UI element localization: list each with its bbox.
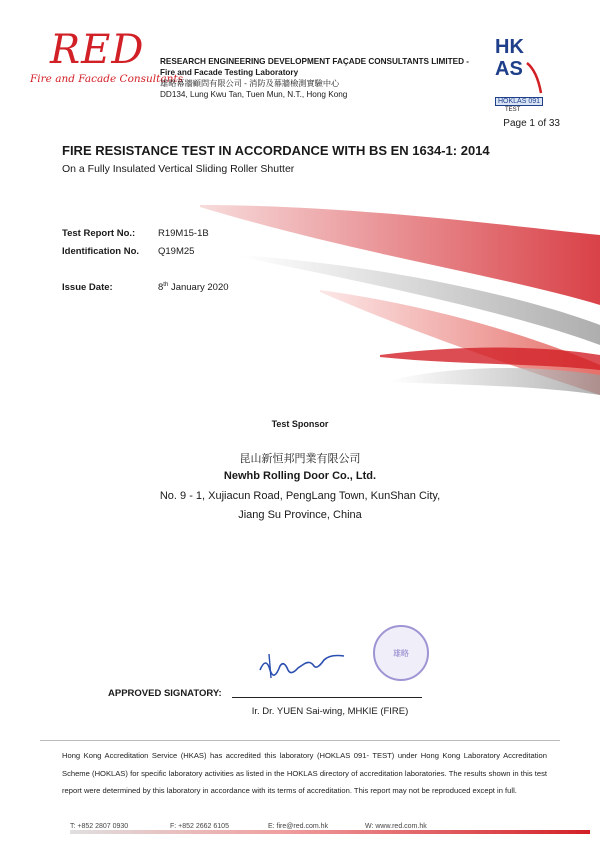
logo-wordmark: RED <box>50 27 145 73</box>
hkas-logo <box>491 35 553 113</box>
company-address: DD134, Lung Kwu Tan, Tuen Mun, N.T., Hong Kong <box>160 90 348 99</box>
lab-name: Fire and Facade Testing Laboratory <box>160 68 299 77</box>
hkas-test-label: TEST <box>505 107 521 113</box>
identification-value: Q19M25 <box>158 246 195 257</box>
hkas-mark-hk: HK <box>495 36 524 58</box>
sponsor-name: Newhb Rolling Door Co., Ltd. <box>223 470 377 482</box>
company-name: RESEARCH ENGINEERING DEVELOPMENT FAÇADE CONSULTANTS LIMITED - <box>160 57 470 66</box>
document-subtitle: On a Fully Insulated Vertical Sliding Roller Shutter <box>62 163 295 175</box>
document-title: FIRE RESISTANCE TEST IN ACCORDANCE WITH BS EN 1634-1: 2014 <box>62 143 490 158</box>
stamp-text: 雄略 <box>393 648 409 658</box>
issue-date-label: Issue Date: <box>62 282 113 293</box>
hkas-mark-as: AS <box>495 58 523 80</box>
footer-divider <box>40 740 560 741</box>
issue-date-day: 8 <box>158 282 164 294</box>
report-no-label: Test Report No.: <box>62 228 136 239</box>
signatory-name: Ir. Dr. YUEN Sai-wing, MHKIE (FIRE) <box>251 706 409 717</box>
logo-subtitle: Fire and Facade Consultants <box>30 73 184 85</box>
contact-web: W: www.red.com.hk <box>365 823 427 830</box>
sponsor-heading: Test Sponsor <box>271 419 329 429</box>
accreditation-statement: Hong Kong Accreditation Service (HKAS) has accredited this laboratory (HOKLAS 091- TEST) under Hong Kong Laboratory Accreditation Scheme (HOKLAS) for specific laboratory activities as listed in the HOKLAS directory of accreditation laboratories. The results shown in this test report were determined by this laboratory in accordance with its terms of accreditation. This report may not be reproduced except in full. <box>62 751 547 795</box>
contact-tel: T: +852 2807 0930 <box>70 823 129 830</box>
sponsor-address-line1: No. 9 - 1, Xujiacun Road, PengLang Town, KunShan City, <box>159 490 441 502</box>
footer-color-bar <box>70 830 590 834</box>
hkas-code: HOKLAS 091 <box>495 97 543 106</box>
sponsor-address-line2: Jiang Su Province, China <box>238 509 362 521</box>
company-header <box>160 56 469 100</box>
issue-date-value <box>158 282 229 293</box>
contact-fax: F: +852 2662 6105 <box>170 823 229 830</box>
issue-date-rest: January 2020 <box>168 282 229 294</box>
identification-label: Identification No. <box>62 246 140 257</box>
signature-icon <box>255 650 350 685</box>
sponsor-chinese-name: 昆山新恒邦門業有限公司 <box>239 453 361 465</box>
signature-line <box>232 697 422 698</box>
page-number: Page 1 of 33 <box>503 118 560 129</box>
decorative-swoosh <box>200 195 600 425</box>
issue-date-suffix: th <box>163 282 169 288</box>
hkas-mark-icon <box>491 35 553 95</box>
red-logo <box>30 27 184 92</box>
company-stamp <box>373 625 429 681</box>
company-chinese-name: 雄略幕牆顧問有限公司 - 消防及幕牆檢測實驗中心 <box>160 79 340 88</box>
report-no-value: R19M15-1B <box>158 228 209 239</box>
contact-email: E: fire@red.com.hk <box>268 823 329 830</box>
approved-signatory-label: APPROVED SIGNATORY: <box>108 688 222 699</box>
